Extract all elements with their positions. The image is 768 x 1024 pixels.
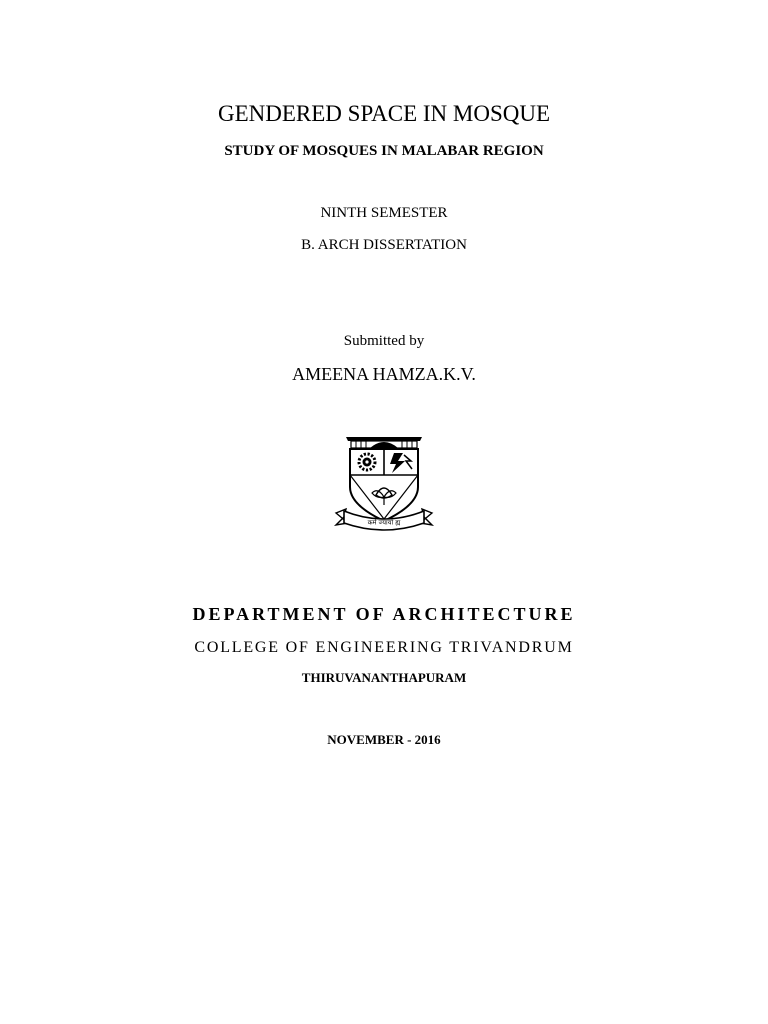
dissertation-title: GENDERED SPACE IN MOSQUE: [217, 101, 551, 126]
dissertation-subtitle: STUDY OF MOSQUES IN MALABAR REGION: [224, 143, 544, 159]
emblem-building-icon: [346, 437, 422, 448]
city-name: THIRUVANANTHAPURAM: [301, 670, 467, 685]
college-name: COLLEGE OF ENGINEERING TRIVANDRUM: [194, 639, 574, 656]
submission-date: NOVEMBER - 2016: [327, 732, 441, 747]
author-name: AMEENA HAMZA.K.V.: [292, 364, 476, 384]
college-emblem-icon: [332, 431, 436, 535]
emblem-motto: कर्म ज्यायो ह्य: [367, 518, 401, 527]
submitted-by-label: Submitted by: [343, 333, 425, 349]
semester-label: NINTH SEMESTER: [320, 205, 448, 221]
department-name: DEPARTMENT OF ARCHITECTURE: [192, 604, 576, 624]
program-label: B. ARCH DISSERTATION: [301, 237, 467, 253]
